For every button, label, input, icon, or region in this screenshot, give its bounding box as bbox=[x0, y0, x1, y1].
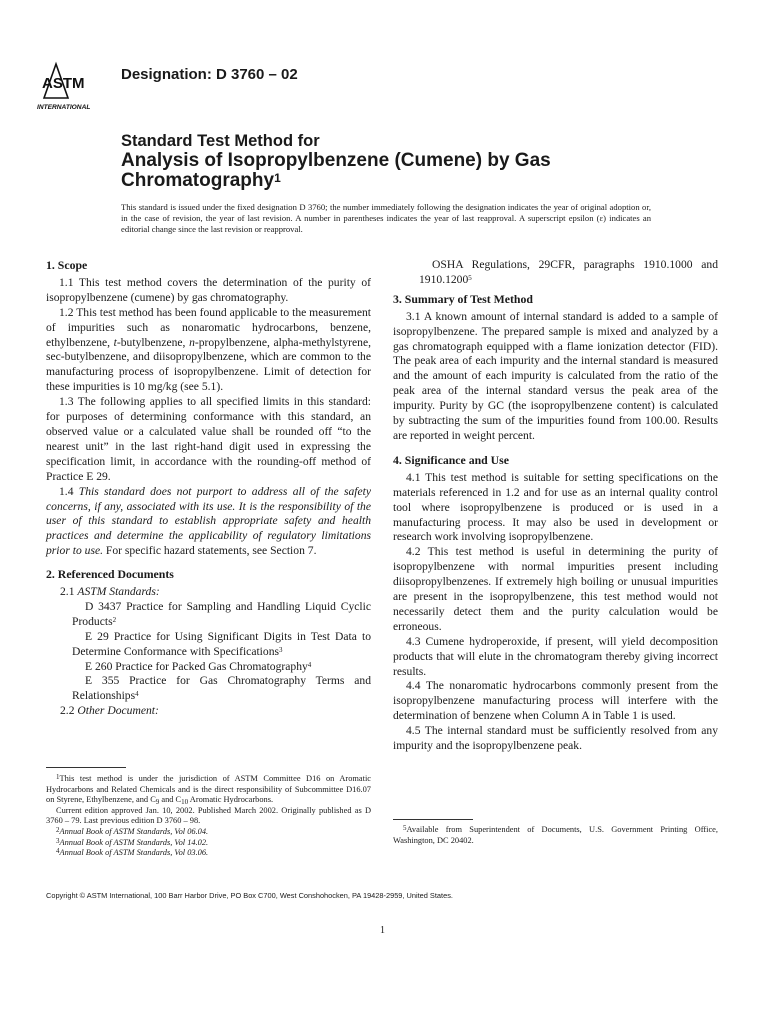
footnote-1-b: and C bbox=[159, 795, 182, 805]
para-1-4-num: 1.4 bbox=[59, 484, 79, 498]
para-4-3: 4.3 Cumene hydroperoxide, if present, will yield decomposition products that will elute in the chromatogram thereby giving incorrect results. bbox=[393, 634, 718, 678]
title-line-3-text: Chromatography bbox=[121, 170, 275, 191]
reference-footnote-mark: 3 bbox=[279, 645, 283, 654]
para-4-2: 4.2 This test method is useful in determining the purity of isopropylbenzene with normal impurities present including diisopropylbenzenes. If extremely high boiling or unusual impurities are present in the isopropylbenzene, this test method would not necessarily detect them and the purity calculation would be erroneous. bbox=[393, 545, 718, 633]
para-2-2-num: 2.2 bbox=[60, 704, 78, 718]
footnote-current-edition: Current edition approved Jan. 10, 2002. Published March 2002. Originally published as D 3760 – 79. Last previous edition D 3760 – 98. bbox=[46, 805, 371, 826]
footnote-4 bbox=[46, 848, 371, 859]
reference-item bbox=[46, 600, 371, 630]
footnote-2-text: Annual Book of ASTM Standards, Vol 06.04. bbox=[59, 826, 209, 836]
para-1-2-a: 1.2 This test method has been found applicable to the measurement of impurities such as nonaromatic hydrocarbons, benzene, ethylbenzene, bbox=[46, 305, 371, 349]
footnote-3-mark: 3 bbox=[56, 836, 60, 845]
reference-text: E 260 Practice for Packed Gas Chromatography bbox=[85, 659, 308, 673]
footnote-1-c: Aromatic Hydrocarbons. bbox=[188, 795, 274, 805]
footnote-5-text: Available from Superintendent of Documents, U.S. Government Printing Office, Washington, DC 20402. bbox=[393, 825, 718, 845]
para-1-4-rest: For specific hazard statements, see Section 7. bbox=[103, 544, 317, 558]
section-2-heading: 2. Referenced Documents bbox=[46, 567, 174, 582]
section-3-heading: 3. Summary of Test Method bbox=[393, 291, 533, 306]
document-title bbox=[121, 131, 721, 191]
right-column bbox=[393, 258, 718, 754]
footnote-2 bbox=[46, 827, 371, 838]
para-2-1 bbox=[46, 585, 371, 600]
para-1-4 bbox=[46, 485, 371, 560]
reference-text: E 29 Practice for Using Significant Digits in Test Data to Determine Conformance with Specifications bbox=[72, 629, 371, 658]
title-line-3 bbox=[121, 171, 721, 191]
para-1-1: 1.1 This test method covers the determination of the purity of isopropylbenzene (cumene) by gas chromatography. bbox=[46, 275, 371, 304]
left-column bbox=[46, 258, 371, 719]
issued-note: This standard is issued under the fixed designation D 3760; the number immediately following the designation indicates the year of original adoption or, in the case of revision, the year of last revision. A number in parentheses indicates the year of last reapproval. A superscript epsilon (ε) indicates an editorial change since the last revision or reapproval. bbox=[121, 202, 651, 234]
reference-item bbox=[46, 630, 371, 660]
reference-text: D 3437 Practice for Sampling and Handling Liquid Cyclic Products bbox=[72, 599, 371, 628]
footnote-4-text: Annual Book of ASTM Standards, Vol 03.06. bbox=[59, 848, 209, 858]
designation: Designation: D 3760 – 02 bbox=[121, 66, 298, 83]
footnote-1-sub-1: 9 bbox=[155, 798, 160, 807]
para-4-1: 4.1 This test method is suitable for setting specifications on the materials referenced in 1.2 and for use as an internal quality control tool where isopropylbenzene is produced or is used in a manufacturing process. It may also be used in development or research work involving isopropylbenzene. bbox=[393, 470, 718, 544]
footnote-1-mark: 1 bbox=[56, 773, 60, 781]
reference-footnote-mark: 2 bbox=[112, 615, 117, 624]
footnote-3 bbox=[46, 838, 371, 849]
page-number: 1 bbox=[380, 925, 385, 936]
copyright-notice: Copyright © ASTM International, 100 Barr Harbor Drive, PO Box C700, West Conshohocken, PA 19428-2959, United States. bbox=[46, 891, 453, 900]
footnotes-left bbox=[46, 774, 371, 859]
footnote-1-a: This test method is under the jurisdiction of ASTM Committee D16 on Aromatic Hydrocarbons and Related Chemicals and is the direct responsibility of Subcommittee D16.07 on Styrene, Ethylbenzene, and C bbox=[46, 774, 371, 805]
para-1-2 bbox=[46, 306, 371, 395]
title-footnote-mark: 1 bbox=[274, 171, 281, 185]
osha-footnote-mark: 5 bbox=[468, 273, 472, 282]
footnote-1 bbox=[46, 774, 371, 806]
para-1-2-n: n bbox=[189, 335, 195, 349]
reference-footnote-mark: 4 bbox=[307, 660, 312, 669]
para-2-1-num: 2.1 bbox=[60, 585, 78, 599]
para-1-2-t: t bbox=[113, 335, 117, 349]
osha-text: OSHA Regulations, 29CFR, paragraphs 1910.1000 and 1910.1200 bbox=[419, 258, 718, 286]
para-1-2-c: -propylbenzene, alpha-methylstyrene, sec-butylbenzene, and diisopropylbenzene, which are common to the manufacturing process of isopropylbenzene. Limit of detection for these impurities is 10 mg/kg (see 5.1). bbox=[46, 335, 372, 394]
para-2-2 bbox=[46, 704, 371, 719]
footnote-3-text: Annual Book of ASTM Standards, Vol 14.02. bbox=[59, 837, 209, 847]
footnote-5 bbox=[393, 825, 718, 846]
reference-footnote-mark: 4 bbox=[135, 690, 139, 699]
para-2-1-label: ASTM Standards: bbox=[77, 585, 160, 599]
logo-subtext: INTERNATIONAL bbox=[37, 104, 91, 111]
para-2-2-label: Other Document: bbox=[77, 704, 159, 718]
para-1-3: 1.3 The following applies to all specified limits in this standard: for purposes of determining conformance with this standard, an observed value or a calculated value shall be rounded off “to the nearest unit” in the last right-hand digit used in expressing the specification limit, in accordance with the rounding-off method of Practice E 29. bbox=[46, 395, 371, 483]
section-4-heading: 4. Significance and Use bbox=[393, 452, 510, 467]
para-1-2-b: -butylbenzene, bbox=[116, 335, 190, 349]
footnote-rule-right bbox=[393, 819, 473, 820]
osha-reference bbox=[393, 258, 718, 288]
para-4-5: 4.5 The internal standard must be sufficiently resolved from any impurity and the isopropylbenzene peak. bbox=[393, 724, 718, 753]
section-1-heading: 1. Scope bbox=[46, 258, 88, 272]
footnotes-right bbox=[393, 825, 718, 846]
title-line-2: Analysis of Isopropylbenzene (Cumene) by Gas bbox=[121, 150, 551, 171]
reference-item bbox=[46, 660, 371, 675]
reference-text: E 355 Practice for Gas Chromatography Terms and Relationships bbox=[72, 674, 371, 703]
reference-item bbox=[46, 674, 371, 704]
footnote-rule-left bbox=[46, 767, 126, 768]
footnote-2-mark: 2 bbox=[56, 825, 60, 834]
logo-mark: ASTM bbox=[42, 75, 85, 92]
para-3-1: 3.1 A known amount of internal standard is added to a sample of isopropylbenzene. The prepared sample is mixed and analyzed by a gas chromatograph equipped with a flame ionization detector (FID). The peak area of each impurity and the internal standard is measured and the amount of each impurity is calculated from the ratio of the peak area of the internal standard versus the peak area of the impurity. Purity by GC (the isopropylbenzene content) is calculated by subtracting the sum of the impurities found from 100.00. Results are reported in weight percent. bbox=[393, 309, 718, 442]
title-line-1: Standard Test Method for bbox=[121, 132, 320, 150]
footnote-5-mark: 5 bbox=[403, 824, 407, 832]
astm-logo bbox=[36, 58, 112, 112]
para-4-4: 4.4 The nonaromatic hydrocarbons commonly present from the isopropylbenzene manufacturing process will interfere with the determination of benzene when Column A in Table 1 is used. bbox=[393, 679, 718, 723]
footnote-4-mark: 4 bbox=[56, 847, 60, 856]
footnote-1-sub-2: 10 bbox=[181, 798, 189, 807]
para-1-4-italic: This standard does not purport to address all of the safety concerns, if any, associated with its use. It is the responsibility of the user of this standard to establish appropriate safety and health practices and determine the applicability of regulatory limitations prior to use. bbox=[46, 484, 371, 558]
